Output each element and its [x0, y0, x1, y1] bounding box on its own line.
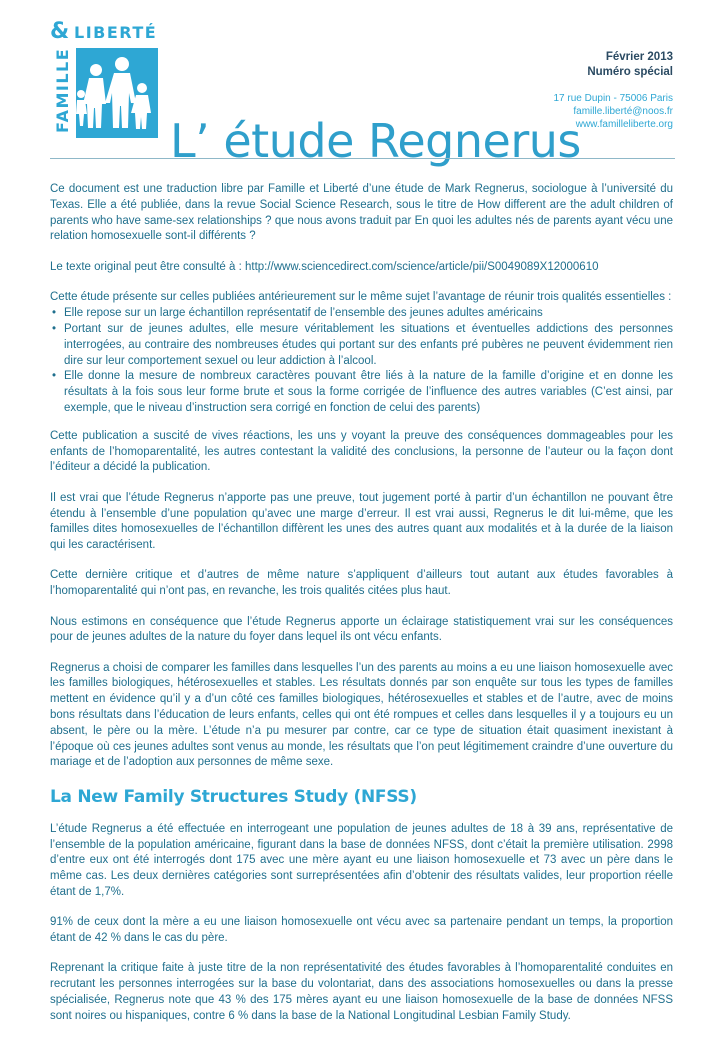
section-heading: La New Family Structures Study (NFSS): [50, 786, 417, 807]
nfss-paragraph-1: L’étude Regnerus a été effectuée en interrogeant une population de jeunes adultes de 18 à 39 ans, représentative de l’ensemble de la population américaine, figurant dans la base de données NFSS, dont c’était la première utilisation. 2998 d’entre eux ont été interrogés dont 175 avec une mère ayant eu une liaison homosexuelle et 73 avec un père dans le même cas. Les deux dernières catégories sont surreprésentées afin d’obtenir des résultats valides, leur proportion réelle étant de 1,7%.: [50, 822, 673, 898]
list-item: • Elle donne la mesure de nombreux caractères pouvant être liés à la nature de la famille d’origine et en donne les résultats à la fois sous leur forme brute et sous la forme corrigée de l’influence des autres variables (C’est ainsi, par exemple, que le niveau d’instruction sera corrigé en fonction de celui des parents): [50, 369, 673, 416]
proof-paragraph: Il est vrai que l’étude Regnerus n’apporte pas une preuve, tout jugement porté à partir d’un échantillon ne pouvant être étendu à l’ensemble d’une population qu’avec une marge d’erreur. Il est vrai aussi, Regnerus le dit lui-même, que les familles dites homosexuelles de l’échantillon diffèrent les unes des autres quant aux modalités et à la durée de la liaison qui les caractérisent.: [50, 491, 673, 552]
original-article-link[interactable]: http://www.sciencedirect.com/science/article/pii/S0049089X12000610: [244, 260, 599, 273]
nfss-paragraph-3: Reprenant la critique faite à juste titre de la non représentativité des études favorables à l’homoparentalité conduites en recrutant les personnes interrogées sur la base du volontariat, dans des associations homosexuelles ou dans la presse spécialisée, Regnerus note que 43 % des 175 mères ayant eu une liaison homosexuelle de la base de données NFSS sont noires ou hispaniques, contre 6 % dans la base de la National Longitudinal Lesbian Family Study.: [50, 962, 673, 1022]
link-label: Le texte original peut être consulté à :: [50, 260, 245, 273]
estimate-paragraph: Nous estimons en conséquence que l’étude Regnerus apporte un éclairage statistiquement vrai sur les conséquences pour de jeunes adultes de la nature du foyer dans lequel ils ont vécu enfants.: [50, 615, 673, 644]
reactions-paragraph: Cette publication a suscité de vives réactions, les uns y voyant la preuve des conséquences dommageables pour les enfants de l’homoparentalité, les autres contestant la validité des conclusions, la personne de l’auteur ou la façon dont l’éditeur a décidé la publication.: [50, 429, 673, 474]
website-link[interactable]: www.familleliberte.org: [575, 119, 673, 130]
nfss-paragraph-2: 91% de ceux dont la mère a eu une liaison homosexuelle ont vécu avec sa partenaire pendant un temps, la proportion étant de 42 % dans le cas du père.: [50, 916, 673, 944]
header-divider: [50, 158, 675, 159]
logo-liberte-text: LIBERTÉ: [74, 23, 158, 42]
logo-famille-text: FAMILLE: [53, 47, 72, 133]
header-info: [553, 50, 673, 131]
document-title: L’ étude Regnerus: [170, 113, 581, 168]
family-figures-icon: [76, 48, 158, 138]
list-item: • Portant sur de jeunes adultes, elle mesure véritablement les situations et éventuelles addictions des personnes interrogées, au contraire des nombreuses études qui portant sur des enfants pré pubères ne peuvent évidemment rien dire sur leur comportement sexuel ou leur addiction à l’alcool.: [50, 322, 673, 369]
qualities-intro: Cette étude présente sur celles publiées antérieurement sur le même sujet l’avantage de réunir trois qualités essentielles :: [50, 290, 672, 303]
contact-block: [553, 92, 673, 131]
famille-liberte-logo: [50, 19, 158, 138]
issue-edition: Numéro spécial: [587, 66, 673, 78]
issue-date: Février 2013: [605, 51, 673, 63]
logo-ampersand: &: [50, 19, 70, 44]
email-address[interactable]: famille.liberté@noos.fr: [573, 106, 673, 117]
intro-paragraph: Ce document est une traduction libre par Famille et Liberté d’une étude de Mark Regnerus, sociologue à l’université du Texas. Elle a été publiée, dans la revue Social Science Research, sous le titre de How different are the adult children of parents who have same-sex relationships ? que nous avons traduit par En quoi les adultes nés de parents ayant vécu une relation homosexuelle sont-il différents ?: [50, 183, 673, 243]
postal-address: 17 rue Dupin - 75006 Paris: [553, 93, 673, 104]
critique-paragraph: Cette dernière critique et d’autres de même nature s’appliquent d’ailleurs tout autant aux études favorables à l’homoparentalité qui n’ont pas, en revanche, les trois qualités citées plus haut.: [50, 569, 673, 598]
comparison-paragraph: Regnerus a choisi de comparer les familles dans lesquelles l’un des parents au moins a eu une liaison homosexuelle avec les familles biologiques, hétérosexuelles et stables. Les résultats donnés par son enquête sur tous les types de familles mettent en évidence qu’il y a d’un côté ces familles biologiques, hétérosexuelles et stables et de l’autre, avec de moins bons résultats dans l’éducation de leurs enfants, celles qui ont été rompues et celles dans lesquelles il y a toujours eu un absent, le père ou la mère. L’étude n’a pu mesurer par contre, car ce type de situation était quasiment inexistant à l’époque où ces jeunes adultes sont venus au monde, les résultats que l’on peut légitimement craindre d’une ouverture du mariage et de l’adoption aux personnes de même sexe.: [50, 661, 673, 769]
list-item: • Elle repose sur un large échantillon représentatif de l’ensemble des jeunes adultes américains: [50, 306, 673, 322]
qualities-list: [50, 306, 673, 417]
original-link-paragraph: [50, 260, 673, 276]
document-body: [50, 182, 673, 1039]
